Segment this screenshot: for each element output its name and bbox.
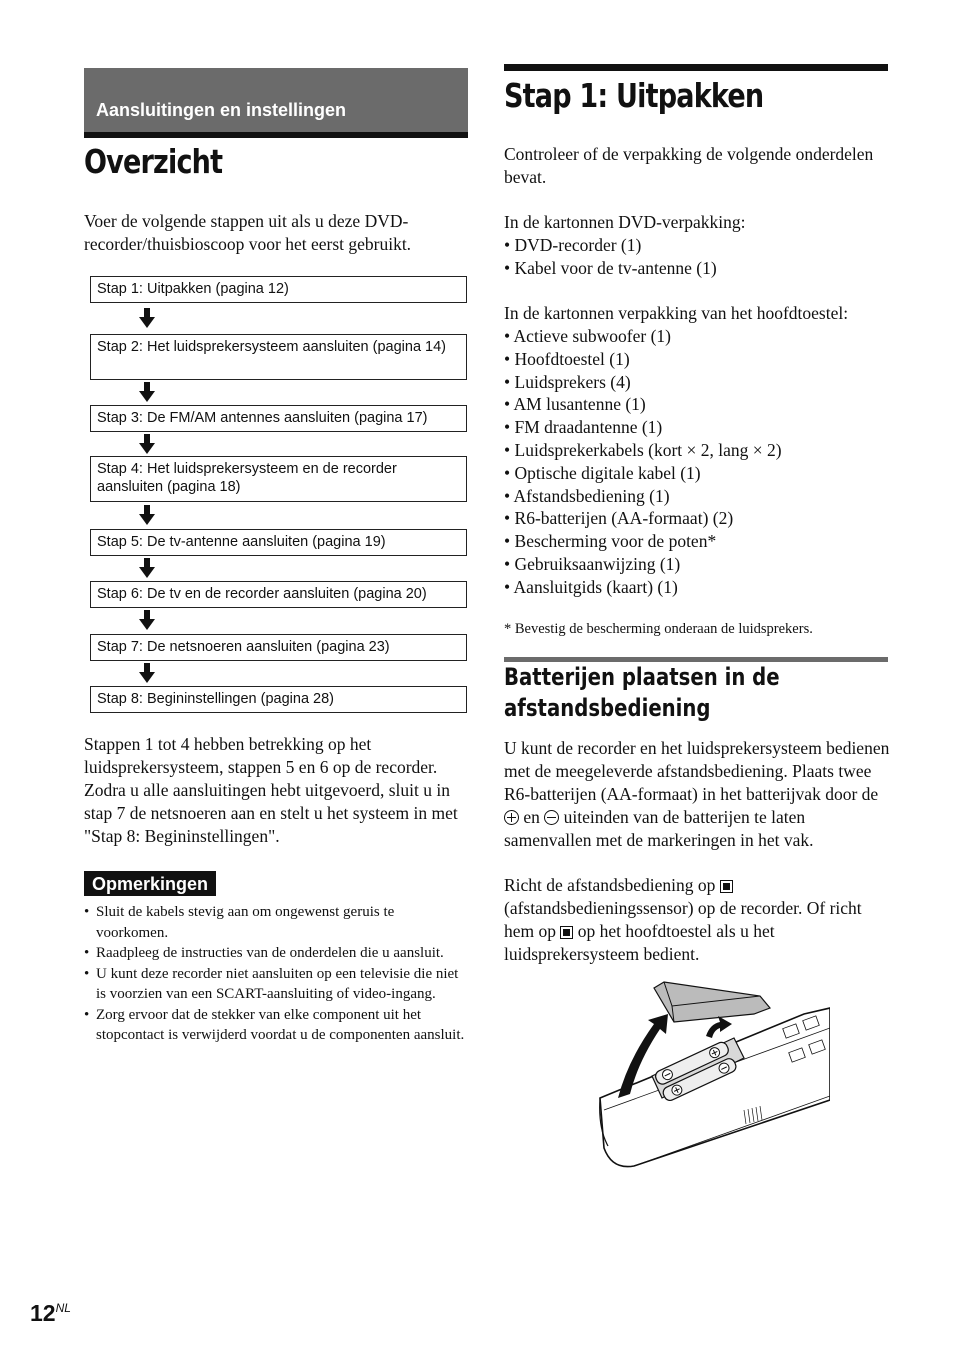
step-box-5: Stap 5: De tv-antenne aansluiten (pagina 19) (90, 529, 467, 556)
aim-instructions: Richt de afstandsbediening op (afstandsbedieningssensor) op de recorder. Of richt hem op op het hoofdtoestel als u het luidsprekersysteem bedient. (504, 875, 862, 964)
box1-label: In de kartonnen DVD-verpakking: (504, 212, 746, 232)
remote-battery-illustration (594, 978, 830, 1170)
list-item: • DVD-recorder (1) (504, 235, 642, 255)
list-item: • FM draadantenne (1) (504, 417, 663, 438)
step-box-4: Stap 4: Het luidsprekersysteem en de recorder aansluiten (pagina 18) (90, 456, 467, 502)
note-item: • U kunt deze recorder niet aansluiten op een televisie die niet is voorzien van een SCART-aansluiting of video-ingang. (84, 964, 468, 1005)
list-item: • Luidsprekerkabels (kort × 2, lang × 2) (504, 439, 782, 460)
box2-label: In de kartonnen verpakking van het hoofdtoestel: (504, 303, 849, 323)
list-item: • R6-batterijen (AA-formaat) (2) (504, 508, 734, 529)
list-item: • Optische digitale kabel (1) (504, 462, 701, 483)
down-arrow-icon (139, 505, 155, 525)
steps-summary: Stappen 1 tot 4 hebben betrekking op het luidsprekersysteem, stappen 5 en 6 op de recorder. Zodra u alle aansluitingen hebt uitgevoerd, sluit u in stap 7 de netsnoeren aan en stelt u het systeem in met "Stap 8: Begininstellingen". (84, 734, 458, 846)
list-item: • Actieve subwoofer (1) (504, 326, 671, 346)
overview-intro: Voer de volgende stappen uit als u deze DVD-recorder/thuisbioscoop voor het eerst gebruikt. (84, 211, 412, 254)
remote-sensor-icon (720, 880, 733, 893)
list-item: • Bescherming voor de poten* (504, 531, 717, 552)
down-arrow-icon (139, 382, 155, 402)
note-item: • Raadpleeg de instructies van de onderdelen die u aansluit. (84, 943, 468, 964)
list-item: • Kabel voor de tv-antenne (1) (504, 257, 717, 278)
remote-sensor-icon (560, 926, 573, 939)
down-arrow-icon (139, 558, 155, 578)
down-arrow-icon (139, 663, 155, 683)
notes-label: Opmerkingen (84, 871, 216, 896)
step-box-1: Stap 1: Uitpakken (pagina 12) (90, 276, 467, 303)
section-header-band (84, 68, 468, 138)
list-item: • AM lusantenne (1) (504, 394, 646, 415)
list-item: • Hoofdtoestel (1) (504, 348, 630, 369)
note-item: • Zorg ervoor dat de stekker van elke component uit het stopcontact is verwijderd voordat u de componenten aansluit. (84, 1005, 468, 1046)
box2-list (504, 325, 894, 599)
down-arrow-icon (139, 610, 155, 630)
check-text: Controleer of de verpakking de volgende onderdelen bevat. (504, 144, 874, 187)
step-box-2: Stap 2: Het luidsprekersysteem aansluiten (pagina 14) (90, 334, 467, 380)
section-label: Aansluitingen en instellingen (96, 100, 347, 120)
unpacking-title: Stap 1: Uitpakken (504, 76, 764, 115)
battery-title: Batterijen plaatsen in de afstandsbediening (504, 663, 780, 722)
note-item: • Sluit de kabels stevig aan om ongewenst geruis te voorkomen. (84, 902, 468, 943)
step-box-6: Stap 6: De tv en de recorder aansluiten (pagina 20) (90, 581, 467, 608)
page-number: $12^{NL}$ (30, 1300, 71, 1326)
list-item: • Afstandsbediening (1) (504, 485, 670, 506)
down-arrow-icon (139, 308, 155, 328)
box1-list (504, 234, 894, 280)
notes-list (84, 902, 468, 1046)
top-rule (504, 64, 888, 71)
minus-circle-icon (544, 810, 559, 825)
overview-title: Overzicht (84, 142, 223, 181)
list-item: • Gebruiksaanwijzing (1) (504, 553, 681, 574)
plus-circle-icon (504, 810, 519, 825)
list-item: • Luidsprekers (4) (504, 371, 631, 392)
battery-instructions: U kunt de recorder en het luidsprekersysteem bedienen met de meegeleverde afstandsbediening. Plaats twee R6-batterijen (AA-formaat) in het batterijvak door de en uiteinden van de batterijen te laten samenvallen met de markeringen in het vak. (504, 738, 890, 850)
step-box-7: Stap 7: De netsnoeren aansluiten (pagina 23) (90, 634, 467, 661)
list-item: • Aansluitgids (kaart) (1) (504, 576, 678, 597)
step-box-8: Stap 8: Begininstellingen (pagina 28) (90, 686, 467, 713)
step-box-3: Stap 3: De FM/AM antennes aansluiten (pagina 17) (90, 405, 467, 432)
footnote: * Bevestig de bescherming onderaan de luidsprekers. (504, 621, 813, 637)
down-arrow-icon (139, 434, 155, 454)
